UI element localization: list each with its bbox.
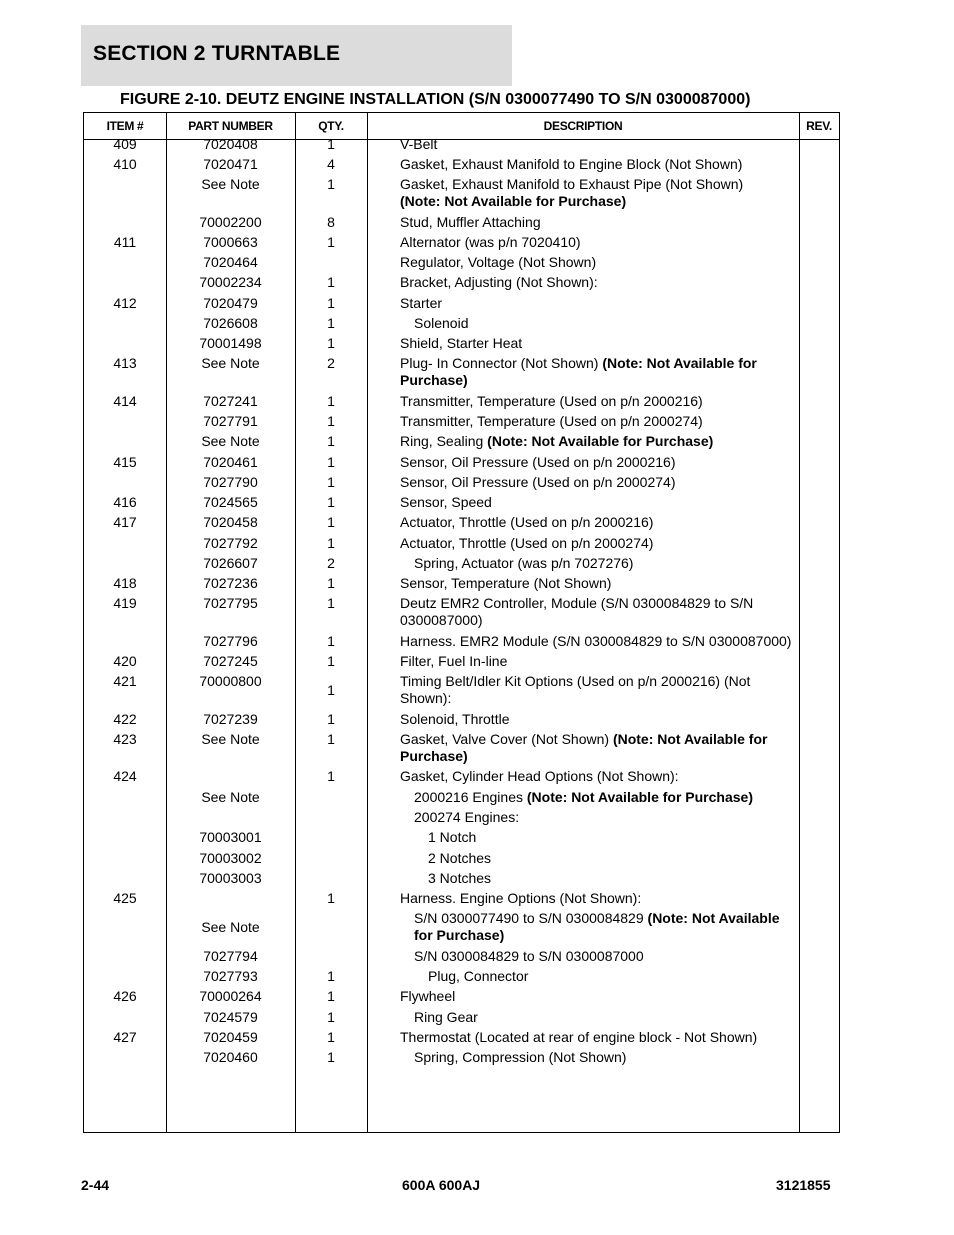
- part-number-cell: 70003002: [199, 850, 262, 866]
- part-number-cell: 7020408: [203, 136, 258, 152]
- description-cell: [400, 433, 798, 450]
- part-number-cell: 7027245: [203, 653, 258, 669]
- qty-cell: 1: [327, 575, 335, 591]
- part-number-cell: 70003003: [199, 870, 262, 886]
- description-cell: [400, 494, 798, 511]
- description-text: Starter: [400, 295, 443, 311]
- qty-cell: 1: [327, 535, 335, 551]
- description-text: Timing Belt/Idler Kit Options (Used on p/n 2000216) (Not Shown):: [400, 673, 751, 706]
- description-cell: [400, 829, 798, 846]
- item-number-cell: 412: [113, 295, 137, 311]
- description-text: Plug, Connector: [428, 968, 529, 984]
- header-rev: REV.: [806, 119, 832, 133]
- item-number-cell: 416: [113, 494, 137, 510]
- description-text: Gasket, Exhaust Manifold to Engine Block (Not Shown): [400, 156, 743, 172]
- figure-title: FIGURE 2-10. DEUTZ ENGINE INSTALLATION (S/N 0300077490 TO S/N 0300087000): [120, 91, 751, 108]
- qty-cell: 1: [327, 413, 335, 429]
- item-number-cell: 417: [113, 514, 137, 530]
- part-number-cell: 7020460: [203, 1049, 258, 1065]
- description-cell: [400, 968, 798, 985]
- description-text: Plug- In Connector (Not Shown): [400, 355, 603, 371]
- description-text: Transmitter, Temperature (Used on p/n 2000274): [400, 413, 703, 429]
- qty-cell: 2: [327, 355, 335, 371]
- part-number-cell: 7020479: [203, 295, 258, 311]
- section-title: SECTION 2 TURNTABLE: [93, 42, 341, 65]
- description-cell: [400, 988, 798, 1005]
- description-text: Regulator, Voltage (Not Shown): [400, 254, 597, 270]
- qty-cell: 1: [327, 393, 335, 409]
- description-text: Actuator, Throttle (Used on p/n 2000216): [400, 514, 654, 530]
- item-number-cell: 427: [113, 1029, 137, 1045]
- description-cell: [400, 393, 798, 410]
- qty-cell: 1: [327, 335, 335, 351]
- description-cell: [400, 1049, 798, 1066]
- part-number-cell: 7027796: [203, 633, 258, 649]
- footer-doc-number: 3121855: [776, 1177, 831, 1193]
- qty-cell: 1: [327, 968, 335, 984]
- part-number-cell: 7026608: [203, 315, 258, 331]
- qty-cell: 4: [327, 156, 335, 172]
- description-text: V-Belt: [400, 136, 438, 152]
- part-number-cell: 70001498: [199, 335, 262, 351]
- part-number-cell: 70003001: [199, 829, 262, 845]
- qty-cell: 1: [327, 711, 335, 727]
- description-cell: [400, 176, 798, 210]
- description-cell: [400, 731, 798, 765]
- qty-cell: 1: [327, 595, 335, 611]
- qty-cell: 1: [327, 234, 335, 250]
- part-number-cell: 7020459: [203, 1029, 258, 1045]
- item-number-cell: 425: [113, 890, 137, 906]
- description-text: Sensor, Speed: [400, 494, 492, 510]
- qty-cell: 1: [327, 514, 335, 530]
- part-number-cell: 7024565: [203, 494, 258, 510]
- item-number-cell: 418: [113, 575, 137, 591]
- description-text: Shield, Starter Heat: [400, 335, 523, 351]
- description-cell: [400, 768, 798, 785]
- description-text: Transmitter, Temperature (Used on p/n 2000216): [400, 393, 703, 409]
- description-cell: [400, 595, 798, 629]
- part-number-cell: 7027236: [203, 575, 258, 591]
- section-banner: [81, 25, 512, 86]
- item-number-cell: 415: [113, 454, 137, 470]
- qty-cell: 1: [327, 315, 335, 331]
- qty-cell: 1: [327, 494, 335, 510]
- item-number-cell: 423: [113, 731, 137, 747]
- description-cell: [400, 136, 798, 153]
- description-cell: [400, 413, 798, 430]
- qty-cell: 1: [327, 295, 335, 311]
- header-qty: QTY.: [318, 119, 344, 133]
- description-cell: [400, 355, 798, 389]
- part-number-cell: See Note: [201, 433, 260, 449]
- description-text: Ring, Sealing: [400, 433, 488, 449]
- description-text: Gasket, Cylinder Head Options (Not Shown):: [400, 768, 679, 784]
- description-cell: [400, 789, 798, 806]
- description-cell: [400, 1029, 798, 1046]
- item-number-cell: 419: [113, 595, 137, 611]
- item-number-cell: 413: [113, 355, 137, 371]
- description-cell: [400, 673, 798, 707]
- part-number-cell: 7026607: [203, 555, 258, 571]
- description-text: Spring, Compression (Not Shown): [414, 1049, 627, 1065]
- header-description: DESCRIPTION: [543, 119, 623, 133]
- column-divider: [367, 113, 368, 1132]
- description-text: Sensor, Temperature (Not Shown): [400, 575, 612, 591]
- qty-cell: 1: [327, 731, 335, 747]
- item-number-cell: 411: [113, 234, 137, 250]
- description-text: 200274 Engines:: [414, 809, 520, 825]
- footer-model: 600A 600AJ: [402, 1177, 481, 1193]
- description-cell: [400, 214, 798, 231]
- qty-cell: 1: [327, 1029, 335, 1045]
- part-number-cell: 7027239: [203, 711, 258, 727]
- description-cell: [400, 890, 798, 907]
- description-note: (Note: Not Available for Purchase): [487, 433, 714, 449]
- qty-cell: 1: [327, 653, 335, 669]
- part-number-cell: 7020461: [203, 454, 258, 470]
- qty-cell: 1: [327, 454, 335, 470]
- description-cell: [400, 870, 798, 887]
- qty-cell: 1: [327, 890, 335, 906]
- part-number-cell: 7027241: [203, 393, 258, 409]
- qty-cell: 1: [327, 474, 335, 490]
- description-text: Spring, Actuator (was p/n 7027276): [414, 555, 634, 571]
- item-number-cell: 424: [113, 768, 137, 784]
- description-cell: [400, 514, 798, 531]
- description-text: 3 Notches: [428, 870, 492, 886]
- description-text: Actuator, Throttle (Used on p/n 2000274): [400, 535, 654, 551]
- header-part-number: PART NUMBER: [188, 119, 273, 133]
- description-text: Thermostat (Located at rear of engine block - Not Shown): [400, 1029, 758, 1045]
- header-item: ITEM #: [106, 119, 144, 133]
- qty-cell: 1: [327, 768, 335, 784]
- part-number-cell: 70002200: [199, 214, 262, 230]
- description-note: (Note: Not Available for Purchase): [400, 355, 757, 388]
- description-text: Solenoid, Throttle: [400, 711, 510, 727]
- description-text: Solenoid: [414, 315, 469, 331]
- description-cell: [400, 156, 798, 173]
- part-number-cell: 7000663: [203, 234, 258, 250]
- description-cell: [400, 809, 798, 826]
- description-text: Gasket, Valve Cover (Not Shown): [400, 731, 613, 747]
- description-text: Sensor, Oil Pressure (Used on p/n 2000274): [400, 474, 676, 490]
- description-text: Stud, Muffler Attaching: [400, 214, 541, 230]
- description-cell: [400, 850, 798, 867]
- description-cell: [400, 633, 798, 650]
- qty-cell: 8: [327, 214, 335, 230]
- part-number-cell: 7027791: [203, 413, 258, 429]
- qty-cell: 1: [327, 1009, 335, 1025]
- description-cell: [400, 575, 798, 592]
- qty-cell: 1: [327, 682, 335, 698]
- description-cell: [400, 1009, 798, 1026]
- part-number-cell: 70000264: [199, 988, 262, 1004]
- description-text: Flywheel: [400, 988, 456, 1004]
- description-text: S/N 0300077490 to S/N 0300084829: [414, 910, 648, 926]
- description-cell: [400, 711, 798, 728]
- part-number-cell: 70000800: [199, 673, 262, 689]
- description-cell: [400, 315, 798, 332]
- qty-cell: 2: [327, 555, 335, 571]
- part-number-cell: 7020458: [203, 514, 258, 530]
- item-number-cell: 426: [113, 988, 137, 1004]
- column-divider: [799, 113, 800, 1132]
- part-number-cell: 70002234: [199, 274, 262, 290]
- part-number-cell: 7027795: [203, 595, 258, 611]
- part-number-cell: 7027790: [203, 474, 258, 490]
- description-note: (Note: Not Available for Purchase): [400, 193, 627, 209]
- qty-cell: 1: [327, 633, 335, 649]
- item-number-cell: 410: [113, 156, 137, 172]
- description-cell: [400, 910, 798, 944]
- description-note: (Note: Not Available for Purchase): [414, 910, 780, 943]
- item-number-cell: 414: [113, 393, 137, 409]
- item-number-cell: 420: [113, 653, 137, 669]
- qty-cell: 1: [327, 136, 335, 152]
- qty-cell: 1: [327, 1049, 335, 1065]
- part-number-cell: See Note: [201, 919, 260, 935]
- description-text: Harness. Engine Options (Not Shown):: [400, 890, 642, 906]
- description-cell: [400, 234, 798, 251]
- description-text: Alternator (was p/n 7020410): [400, 234, 581, 250]
- description-text: Harness. EMR2 Module (S/N 0300084829 to S/N 0300087000): [400, 633, 792, 649]
- description-text: Deutz EMR2 Controller, Module (S/N 0300084829 to S/N 0300087000): [400, 595, 754, 628]
- part-number-cell: 7024579: [203, 1009, 258, 1025]
- description-text: 2000216 Engines: [414, 789, 527, 805]
- description-cell: [400, 274, 798, 291]
- description-text: Filter, Fuel In-line: [400, 653, 508, 669]
- description-text: 1 Notch: [428, 829, 477, 845]
- description-text: Bracket, Adjusting (Not Shown):: [400, 274, 598, 290]
- description-cell: [400, 555, 798, 572]
- item-number-cell: 421: [113, 673, 137, 689]
- item-number-cell: 422: [113, 711, 137, 727]
- qty-cell: 1: [327, 988, 335, 1004]
- description-note: (Note: Not Available for Purchase): [400, 731, 768, 764]
- qty-cell: 1: [327, 176, 335, 192]
- description-note: (Note: Not Available for Purchase): [526, 789, 753, 805]
- part-number-cell: 7027792: [203, 535, 258, 551]
- part-number-cell: 7020471: [203, 156, 258, 172]
- description-cell: [400, 653, 798, 670]
- footer-page-number: 2-44: [81, 1177, 110, 1193]
- description-cell: [400, 335, 798, 352]
- part-number-cell: See Note: [201, 355, 260, 371]
- description-text: Ring Gear: [414, 1009, 478, 1025]
- description-cell: [400, 295, 798, 312]
- description-text: 2 Notches: [428, 850, 492, 866]
- description-cell: [400, 948, 798, 965]
- item-number-cell: 409: [113, 136, 137, 152]
- description-text: S/N 0300084829 to S/N 0300087000: [414, 948, 644, 964]
- part-number-cell: 7020464: [203, 254, 258, 270]
- description-cell: [400, 535, 798, 552]
- qty-cell: 1: [327, 274, 335, 290]
- description-text: Gasket, Exhaust Manifold to Exhaust Pipe (Not Shown): [400, 176, 744, 192]
- description-text: Sensor, Oil Pressure (Used on p/n 2000216): [400, 454, 676, 470]
- part-number-cell: See Note: [201, 176, 260, 192]
- part-number-cell: See Note: [201, 789, 260, 805]
- part-number-cell: 7027793: [203, 968, 258, 984]
- description-cell: [400, 254, 798, 271]
- description-cell: [400, 454, 798, 471]
- part-number-cell: See Note: [201, 731, 260, 747]
- description-cell: [400, 474, 798, 491]
- qty-cell: 1: [327, 433, 335, 449]
- part-number-cell: 7027794: [203, 948, 258, 964]
